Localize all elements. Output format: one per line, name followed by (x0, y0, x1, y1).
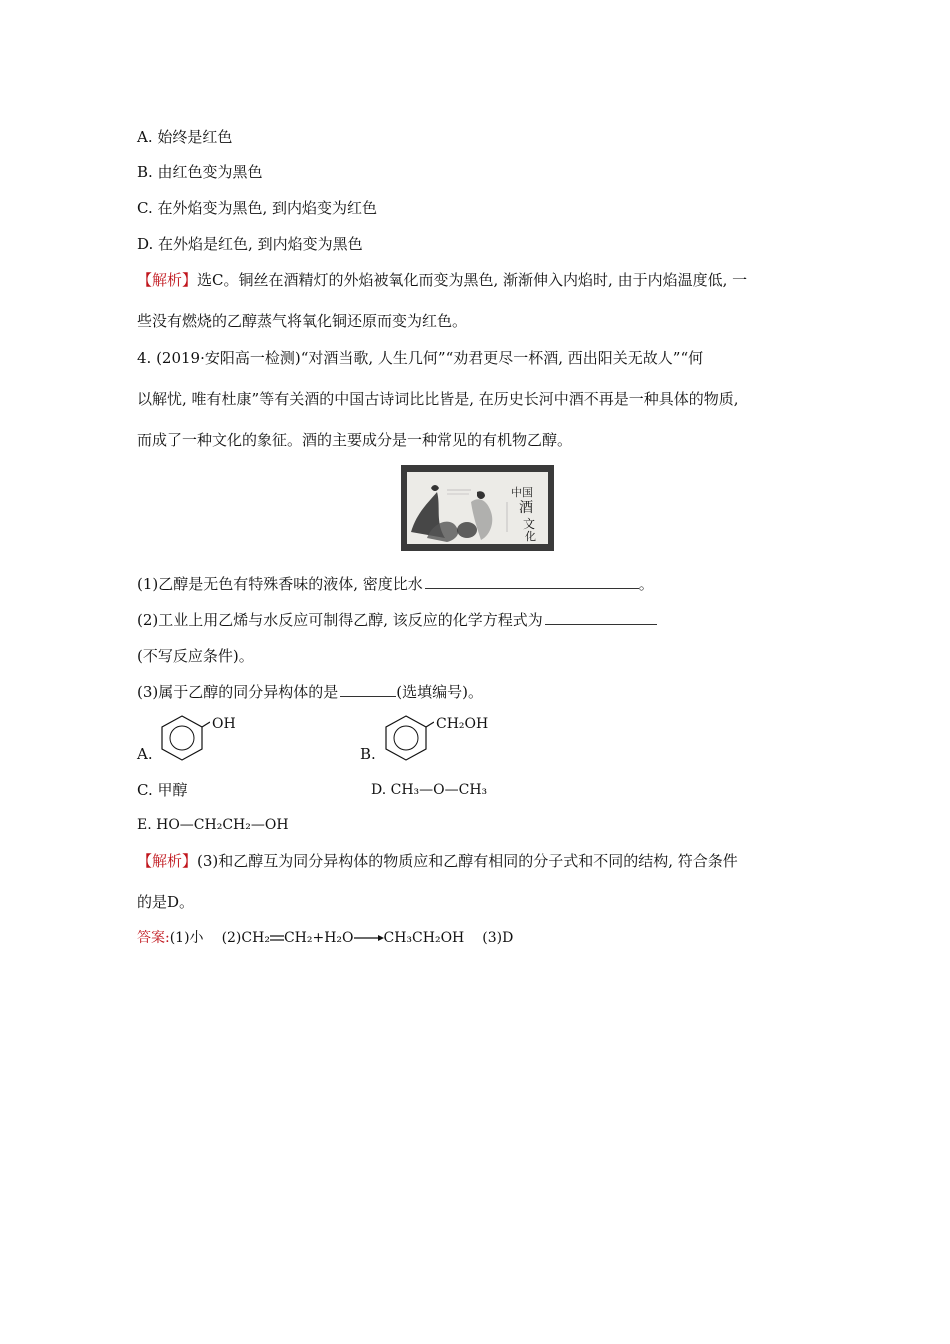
answer-part-2: (2)CH₂ (221, 930, 270, 946)
svg-text:酒: 酒 (519, 500, 533, 516)
q4-line3: 而成了一种文化的象征。酒的主要成分是一种常见的有机物乙醇。 (137, 431, 573, 449)
svg-text:化: 化 (525, 530, 536, 543)
analysis-text: 选C。铜丝在酒精灯的外焰被氧化而变为黑色, 渐渐伸入内焰时, 由于内焰温度低, 一 (197, 271, 748, 289)
analysis-tag-q4: 【解析】 (137, 852, 198, 870)
sub2-text: (2)工业上用乙烯与水反应可制得乙醇, 该反应的化学方程式为 (137, 611, 543, 629)
analysis-q3-line1 (137, 270, 747, 290)
answer-blank-2[interactable] (545, 610, 657, 625)
svg-text:文: 文 (523, 517, 536, 531)
benzene-ring-a (154, 712, 210, 762)
answer-part-3: CH₂+H₂O (283, 930, 354, 946)
q4-sub2 (137, 610, 657, 630)
answer-tag: 答案: (137, 930, 170, 946)
double-bond-icon (270, 928, 284, 948)
option-d-dimethyl-ether: D. CH₃—O—CH₃ (371, 782, 488, 798)
image-caption: 中国 (511, 486, 533, 499)
q4-line2: 以解忧, 唯有杜康”等有关酒的中国古诗词比比皆是, 在历史长河中酒不再是一种具体的物质, (137, 390, 739, 408)
q4-sub2-note: (不写反应条件)。 (137, 647, 254, 665)
option-c: C. 在外焰变为黑色, 到内焰变为红色 (137, 199, 378, 217)
answer-blank-3[interactable] (340, 682, 396, 697)
option-a-label: A. (137, 745, 153, 763)
analysis-q4-text: (3)和乙醇互为同分异构体的物质应和乙醇有相同的分子式和不同的结构, 符合条件 (197, 852, 738, 870)
option-b-label: B. (360, 745, 376, 763)
wine-culture-image (401, 465, 554, 551)
hydroxyl-group-a: OH (212, 716, 236, 732)
answer-part-5: (3)D (482, 930, 514, 946)
sub1-text: (1)乙醇是无色有特殊香味的液体, 密度比水 (137, 575, 423, 593)
q4-sub3 (137, 682, 483, 702)
answer-part-1: (1)小 (169, 930, 204, 946)
ink-painting-illustration (407, 472, 548, 544)
analysis-q3-line2: 些没有燃烧的乙醇蒸气将氧化铜还原而变为红色。 (137, 312, 468, 330)
sub1-end: 。 (638, 575, 654, 593)
sub3-end: (选填编号)。 (396, 683, 483, 701)
analysis-q4-line2: 的是D。 (137, 893, 195, 911)
option-e-ethylene-glycol: E. HO—CH₂CH₂—OH (137, 817, 289, 833)
analysis-tag: 【解析】 (137, 271, 198, 289)
option-c-methanol: C. 甲醇 (137, 781, 188, 799)
option-a: A. 始终是红色 (137, 128, 233, 146)
sub3-text: (3)属于乙醇的同分异构体的是 (137, 683, 339, 701)
hydroxymethyl-group-b: CH₂OH (436, 716, 489, 732)
answer-line (137, 928, 513, 948)
reaction-arrow-icon (354, 928, 384, 948)
analysis-q4-line1 (137, 851, 738, 871)
option-d: D. 在外焰是红色, 到内焰变为黑色 (137, 235, 363, 253)
option-b: B. 由红色变为黑色 (137, 163, 263, 181)
benzene-ring-b (378, 712, 434, 762)
answer-part-4: CH₃CH₂OH (383, 930, 465, 946)
q4-sub1 (137, 574, 654, 594)
q4-line1: 4. (2019·安阳高一检测)“对酒当歌, 人生几何”“劝君更尽一杯酒, 西出阳关无故人”“何 (137, 349, 704, 367)
answer-blank-1[interactable] (425, 574, 639, 589)
